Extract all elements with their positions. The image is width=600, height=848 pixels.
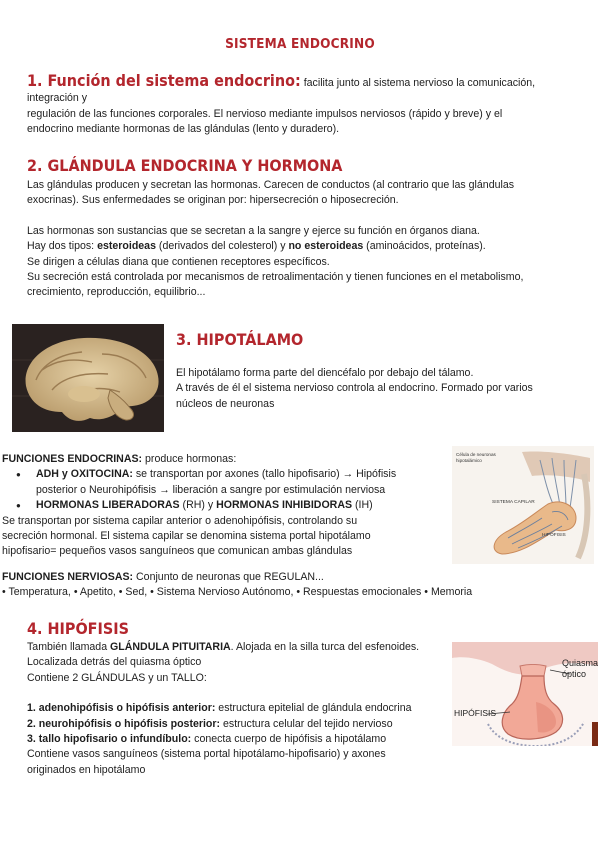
s2-p2-line1: Las hormonas son sustancias que se secretan a la sangre y ejerce su función en órganos diana. xyxy=(27,224,480,237)
section-4-heading: 4. HIPÓFISIS xyxy=(27,619,129,638)
s4-line4: Contiene vasos sanguíneos (sistema portal hipotálamo-hipofisario) y axones xyxy=(27,748,386,761)
brain-illustration xyxy=(12,324,164,432)
section-1-line-2: regulación de las funciones corporales. El nervioso mediante impulsos nerviosos (rápido y breve) y el xyxy=(27,107,503,120)
endocrine-label: FUNCIONES ENDOCRINAS: xyxy=(2,453,143,465)
pituitary-illustration xyxy=(452,642,598,746)
s4-line5: originados en hipotálamo xyxy=(27,763,146,776)
term-no-esteroideas: no esteroideas xyxy=(288,240,364,253)
portal-system-diagram xyxy=(452,446,594,564)
s4-line3: Contiene 2 GLÁNDULAS y un TALLO: xyxy=(27,671,207,684)
s3-line3: núcleos de neuronas xyxy=(176,397,275,410)
endo-p-line2: secreción hormonal. El sistema capilar se denomina sistema portal hipotálamo xyxy=(2,530,371,543)
bullet-adh: ● ADH y OXITOCINA: se transportan por axones (tallo hipofisario) → Hipófisis posterior o Neurohipófisis → liberación a sangre por estimulación nerviosa xyxy=(36,467,442,498)
section-3-body xyxy=(176,366,576,412)
s2-p2-line5: crecimiento, reproducción, equilibrio... xyxy=(27,286,206,299)
s4-item-2: 2. neurohipófisis o hipófisis posterior: estructura celular del tejido nervioso xyxy=(27,717,393,730)
diagram1-label-hipofisis: HIPÓFISIS xyxy=(542,533,566,538)
diagram1-label-hipotalamico: hipotalámico xyxy=(456,458,482,463)
term-glandula-pituitaria: GLÁNDULA PITUITARIA xyxy=(110,641,231,653)
section-1 xyxy=(27,73,587,138)
section-1-line-3: endocrino mediante hormonas de las glándulas (lento y duradero). xyxy=(27,123,340,136)
section-2-body xyxy=(27,178,587,301)
section-1-line-1: facilita junto al sistema nervioso la comunicación, integración y xyxy=(27,77,536,105)
s3-line1: El hipotálamo forma parte del diencéfalo por debajo del tálamo. xyxy=(176,367,474,379)
s3-line2: A través de él el sistema nervioso controla al endocrino. Formado por varios xyxy=(176,382,533,395)
s4-line2: Localizada detrás del quiasma óptico xyxy=(27,656,202,669)
document-title: SISTEMA ENDOCRINO xyxy=(225,36,375,52)
term-esteroideas: esteroideas xyxy=(97,240,156,253)
s2-p1-line1: Las glándulas producen y secretan las hormonas. Carecen de conductos (al contrario que las glándulas xyxy=(27,179,515,191)
endo-p-line3: hipofisario= pequeños vasos sanguíneos que comunican ambas glándulas xyxy=(2,545,353,558)
diagram1-label-neuronas: Célula de neuronas xyxy=(456,452,496,457)
bullet-hormonas: ● HORMONAS LIBERADORAS (RH) y HORMONAS INHIBIDORAS (IH) xyxy=(36,498,442,513)
s2-p1-line2: exocrinas). Sus enfermedades se originan por: hipersecreción o hiposecreción. xyxy=(27,194,399,207)
diagram2-label-quiasma: Quiasma xyxy=(562,658,598,668)
pituitary-diagram xyxy=(452,642,598,746)
nervous-label: FUNCIONES NERVIOSAS: xyxy=(2,571,134,583)
section-1-heading: 1. Función del sistema endocrino: xyxy=(27,71,301,90)
nervous-functions: FUNCIONES NERVIOSAS: Conjunto de neuronas que REGULAN... • Temperatura, • Apetito, • Sed, • Sistema Nervioso Autónomo, • Respuestas emocionales • Memoria xyxy=(2,570,582,601)
s4-item-3: 3. tallo hipofisario o infundíbulo: conecta cuerpo de hipófisis a hipotálamo xyxy=(27,733,387,746)
s2-p2-line3: Se dirigen a células diana que contienen receptores específicos. xyxy=(27,255,330,268)
section-4-body xyxy=(27,640,457,778)
portal-diagram-illustration xyxy=(452,446,594,564)
s4-line1: También llamada GLÁNDULA PITUITARIA. Alojada en la silla turca del esfenoides. xyxy=(27,641,420,653)
s2-p2-line4: Su secreción está controlada por mecanismos de retroalimentación y tienen funciones en el metabolismo, xyxy=(27,271,524,284)
endo-p-line1: Se transportan por sistema capilar anterior o adenohipófisis, controlando su xyxy=(2,514,358,527)
brain-image xyxy=(12,324,164,432)
section-3-heading: 3. HIPOTÁLAMO xyxy=(176,330,304,349)
section-2-heading: 2. GLÁNDULA ENDOCRINA Y HORMONA xyxy=(27,156,343,175)
diagram1-label-capilar: SISTEMA CAPILAR xyxy=(492,500,535,505)
endocrine-functions: FUNCIONES ENDOCRINAS: produce hormonas: ● ADH y OXITOCINA: se transportan por axones (tallo hipofisario) → Hipófisis posterior o Neurohipófisis → liberación a sangre por estimulación nerviosa ● HORMONAS LIBERADORAS (RH) y HORMONAS INHIBIDORAS (IH) Se transportan por sistema capilar anterior o adenohipófisis, controlando su secreción hormonal. El sistema capilar se denomina sistema portal hipotálamo hipofisario= pequeños vasos sanguíneos que comunican ambas glándulas xyxy=(2,452,442,560)
s2-p2-line2: Hay dos tipos: esteroideas (derivados del colesterol) y no esteroideas (aminoácidos, proteínas). xyxy=(27,240,486,253)
s4-item-1: 1. adenohipófisis o hipófisis anterior: estructura epitelial de glándula endocrina xyxy=(27,702,412,715)
diagram2-label-hipofisis: HIPÓFISIS xyxy=(454,708,497,718)
nervous-list: • Temperatura, • Apetito, • Sed, • Sistema Nervioso Autónomo, • Respuestas emocionales • Memoria xyxy=(2,586,473,599)
diagram2-label-optico: óptico xyxy=(562,669,587,679)
